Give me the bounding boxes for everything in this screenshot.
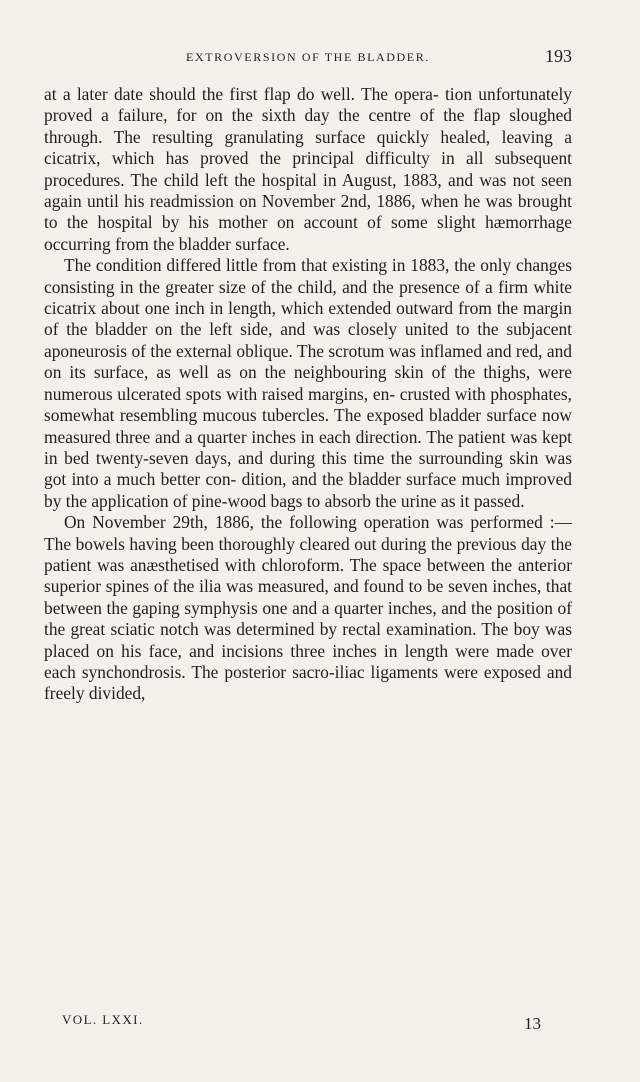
sheet-number: 13 <box>524 1014 541 1033</box>
body-text <box>44 84 572 705</box>
page-number: 193 <box>545 46 572 66</box>
volume-signature: VOL. LXXI. <box>62 1012 144 1027</box>
running-title: EXTROVERSION OF THE BLADDER. <box>186 50 430 64</box>
paragraph-condition: The condition differed little from that existing in 1883, the only changes consisting in the greater size of the child, and the presence of a firm white cicatrix about one inch in length, which extended outward from the margin of the bladder on the left side, and was closely united to the subjacent aponeurosis of the external oblique. The scrotum was inflamed and red, and on its surface, as well as on the neighbouring skin of the thighs, were numerous ulcerated spots with raised margins, en- crusted with phosphates, somewhat resembling mucous tubercles. The exposed bladder surface now measured three and a quarter inches in each direction. The patient was kept in bed twenty-seven days, and during this time the surrounding skin was got into a much better con- dition, and the bladder surface much improved by the application of pine-wood bags to absorb the urine as it passed. <box>44 255 572 511</box>
paragraph-operation: On November 29th, 1886, the following operation was performed :—The bowels having been thoroughly cleared out during the previous day the patient was anæsthetised with chloroform. The space between the anterior superior spines of the ilia was measured, and found to be seven inches, that between the gaping symphysis one and a quarter inches, and the position of the great sciatic notch was determined by rectal examination. The boy was placed on his face, and incisions three inches in length were made over each synchondrosis. The posterior sacro-iliac ligaments were exposed and freely divided, <box>44 512 572 704</box>
paragraph-continuation: at a later date should the first flap do well. The opera- tion unfortunately proved a failure, for on the sixth day the centre of the flap sloughed through. The resulting granulating surface quickly healed, leaving a cicatrix, which has proved the principal difficulty in all subsequent procedures. The child left the hospital in August, 1883, and was not seen again until his readmission on November 2nd, 1886, when he was brought to the hospital by his mother on account of some slight hæmorrhage occurring from the bladder surface. <box>44 84 572 254</box>
running-head <box>44 46 572 68</box>
page-footer <box>62 1012 572 1034</box>
